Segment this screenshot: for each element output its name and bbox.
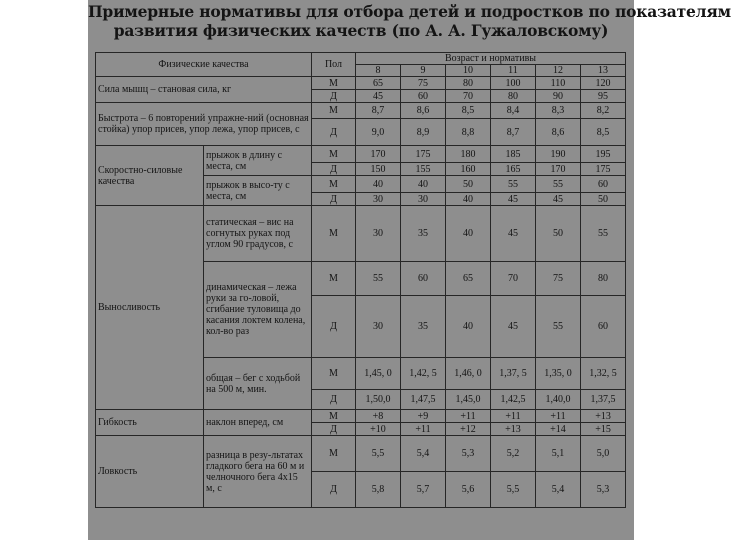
row-label-flexibility: Гибкость xyxy=(96,410,204,436)
row-sublabel-long-jump: прыжок в длину с места, см xyxy=(204,146,312,176)
sex-cell: Д xyxy=(312,163,356,176)
value-cell: +11 xyxy=(536,410,581,423)
title-line-1: Примерные нормативы для отбора детей и подростков по показателям xyxy=(88,2,731,21)
value-cell: 8,2 xyxy=(581,103,626,119)
sex-cell: Д xyxy=(312,472,356,508)
value-cell: 1,37, 5 xyxy=(491,358,536,390)
sex-cell: М xyxy=(312,77,356,90)
value-cell: 50 xyxy=(536,206,581,262)
sex-cell: М xyxy=(312,103,356,119)
row-sublabel-bend: наклон вперед, см xyxy=(204,410,312,436)
value-cell: 5,3 xyxy=(581,472,626,508)
value-cell: 60 xyxy=(401,262,446,296)
sex-cell: М xyxy=(312,206,356,262)
value-cell: 50 xyxy=(581,193,626,206)
header-row-1 xyxy=(96,53,626,65)
value-cell: 45 xyxy=(536,193,581,206)
value-cell: 70 xyxy=(446,90,491,103)
value-cell: 1,45,0 xyxy=(446,390,491,410)
sex-cell: М xyxy=(312,410,356,423)
sex-cell: М xyxy=(312,146,356,163)
value-cell: 60 xyxy=(581,296,626,358)
header-age: 9 xyxy=(401,65,446,77)
value-cell: 185 xyxy=(491,146,536,163)
value-cell: +9 xyxy=(401,410,446,423)
value-cell: 5,7 xyxy=(401,472,446,508)
value-cell: +12 xyxy=(446,423,491,436)
header-age: 11 xyxy=(491,65,536,77)
value-cell: +11 xyxy=(401,423,446,436)
row-label-endurance: Выносливость xyxy=(96,206,204,410)
value-cell: 35 xyxy=(401,206,446,262)
sex-cell: Д xyxy=(312,390,356,410)
value-cell: 1,45, 0 xyxy=(356,358,401,390)
row-sublabel-run: общая – бег с ходьбой на 500 м, мин. xyxy=(204,358,312,410)
sex-cell: М xyxy=(312,262,356,296)
row-sublabel-static: статическая – вис на согнутых руках под углом 90 градусов, с xyxy=(204,206,312,262)
value-cell: 8,6 xyxy=(401,103,446,119)
value-cell: +13 xyxy=(491,423,536,436)
value-cell: 8,5 xyxy=(446,103,491,119)
value-cell: 80 xyxy=(581,262,626,296)
value-cell: 5,4 xyxy=(536,472,581,508)
value-cell: 1,42, 5 xyxy=(401,358,446,390)
value-cell: 55 xyxy=(536,176,581,193)
value-cell: 80 xyxy=(446,77,491,90)
row-sublabel-shuttle: разница в резу-льтатах гладкого бега на 60 м и челночного бега 4х15 м, с xyxy=(204,436,312,508)
value-cell: 8,7 xyxy=(356,103,401,119)
value-cell: 75 xyxy=(401,77,446,90)
value-cell: 40 xyxy=(356,176,401,193)
value-cell: 180 xyxy=(446,146,491,163)
value-cell: 5,4 xyxy=(401,436,446,472)
value-cell: 8,5 xyxy=(581,119,626,146)
value-cell: 155 xyxy=(401,163,446,176)
sex-cell: Д xyxy=(312,296,356,358)
header-age-group: Возраст и нормативы xyxy=(356,53,626,65)
value-cell: 170 xyxy=(536,163,581,176)
value-cell: 1,46, 0 xyxy=(446,358,491,390)
value-cell: +11 xyxy=(446,410,491,423)
value-cell: 40 xyxy=(446,206,491,262)
table-row xyxy=(96,77,626,90)
value-cell: 175 xyxy=(581,163,626,176)
table-row xyxy=(96,206,626,262)
value-cell: 65 xyxy=(446,262,491,296)
value-cell: 95 xyxy=(581,90,626,103)
value-cell: 5,8 xyxy=(356,472,401,508)
row-label-speed: Быстрота – 6 повторений упражне-ний (основная стойка) упор присев, упор лежа, упор присев, с xyxy=(96,103,312,146)
row-label-agility: Ловкость xyxy=(96,436,204,508)
value-cell: 1,32, 5 xyxy=(581,358,626,390)
value-cell: 30 xyxy=(356,193,401,206)
value-cell: 35 xyxy=(401,296,446,358)
value-cell: 80 xyxy=(491,90,536,103)
sex-cell: Д xyxy=(312,90,356,103)
value-cell: 55 xyxy=(356,262,401,296)
value-cell: 30 xyxy=(356,206,401,262)
header-age: 12 xyxy=(536,65,581,77)
value-cell: 30 xyxy=(401,193,446,206)
sex-cell: Д xyxy=(312,423,356,436)
value-cell: 150 xyxy=(356,163,401,176)
table-row xyxy=(96,436,626,472)
value-cell: 5,3 xyxy=(446,436,491,472)
value-cell: 60 xyxy=(581,176,626,193)
sex-cell: Д xyxy=(312,193,356,206)
value-cell: 55 xyxy=(536,296,581,358)
table-row xyxy=(96,103,626,119)
value-cell: 190 xyxy=(536,146,581,163)
value-cell: 9,0 xyxy=(356,119,401,146)
value-cell: +8 xyxy=(356,410,401,423)
value-cell: 1,50,0 xyxy=(356,390,401,410)
value-cell: 8,6 xyxy=(536,119,581,146)
sex-cell: Д xyxy=(312,119,356,146)
value-cell: 50 xyxy=(446,176,491,193)
value-cell: 1,37,5 xyxy=(581,390,626,410)
value-cell: 8,8 xyxy=(446,119,491,146)
value-cell: 1,47,5 xyxy=(401,390,446,410)
sex-cell: М xyxy=(312,358,356,390)
value-cell: 5,6 xyxy=(446,472,491,508)
value-cell: 40 xyxy=(446,193,491,206)
norms-table xyxy=(95,52,626,508)
value-cell: 90 xyxy=(536,90,581,103)
value-cell: 100 xyxy=(491,77,536,90)
value-cell: 5,5 xyxy=(491,472,536,508)
value-cell: 8,3 xyxy=(536,103,581,119)
value-cell: 45 xyxy=(491,296,536,358)
table-row xyxy=(96,146,626,163)
value-cell: 40 xyxy=(401,176,446,193)
value-cell: 8,7 xyxy=(491,119,536,146)
value-cell: 165 xyxy=(491,163,536,176)
value-cell: 5,5 xyxy=(356,436,401,472)
value-cell: 8,9 xyxy=(401,119,446,146)
value-cell: 75 xyxy=(536,262,581,296)
value-cell: 160 xyxy=(446,163,491,176)
value-cell: 55 xyxy=(581,206,626,262)
value-cell: 70 xyxy=(491,262,536,296)
value-cell: 5,1 xyxy=(536,436,581,472)
value-cell: 120 xyxy=(581,77,626,90)
header-quality: Физические качества xyxy=(96,53,312,77)
value-cell: 45 xyxy=(491,206,536,262)
value-cell: +11 xyxy=(491,410,536,423)
row-sublabel-dynamic: динамическая – лежа руки за го-ловой, сгибание туловища до касания локтем колена, кол-во раз xyxy=(204,262,312,358)
row-sublabel-high-jump: прыжок в высо-ту с места, см xyxy=(204,176,312,206)
document-title xyxy=(88,2,731,40)
table-row xyxy=(96,410,626,423)
value-cell: 1,35, 0 xyxy=(536,358,581,390)
value-cell: 1,40,0 xyxy=(536,390,581,410)
value-cell: 45 xyxy=(356,90,401,103)
header-age: 13 xyxy=(581,65,626,77)
document-sheet xyxy=(88,0,731,540)
header-sex: Пол xyxy=(312,53,356,77)
value-cell: 55 xyxy=(491,176,536,193)
value-cell: +14 xyxy=(536,423,581,436)
header-age: 8 xyxy=(356,65,401,77)
value-cell: 65 xyxy=(356,77,401,90)
row-label-strength: Сила мышц – становая сила, кг xyxy=(96,77,312,103)
value-cell: 45 xyxy=(491,193,536,206)
row-label-speed-strength: Скоростно-силовые качества xyxy=(96,146,204,206)
value-cell: 30 xyxy=(356,296,401,358)
value-cell: +10 xyxy=(356,423,401,436)
sex-cell: М xyxy=(312,176,356,193)
header-age: 10 xyxy=(446,65,491,77)
sex-cell: М xyxy=(312,436,356,472)
value-cell: 8,4 xyxy=(491,103,536,119)
value-cell: +15 xyxy=(581,423,626,436)
value-cell: 1,42,5 xyxy=(491,390,536,410)
value-cell: 195 xyxy=(581,146,626,163)
value-cell: 5,0 xyxy=(581,436,626,472)
value-cell: 170 xyxy=(356,146,401,163)
value-cell: 110 xyxy=(536,77,581,90)
value-cell: 60 xyxy=(401,90,446,103)
value-cell: 40 xyxy=(446,296,491,358)
value-cell: 175 xyxy=(401,146,446,163)
value-cell: 5,2 xyxy=(491,436,536,472)
value-cell: +13 xyxy=(581,410,626,423)
title-line-2: развития физических качеств (по А. А. Гужаловскому) xyxy=(113,21,609,40)
